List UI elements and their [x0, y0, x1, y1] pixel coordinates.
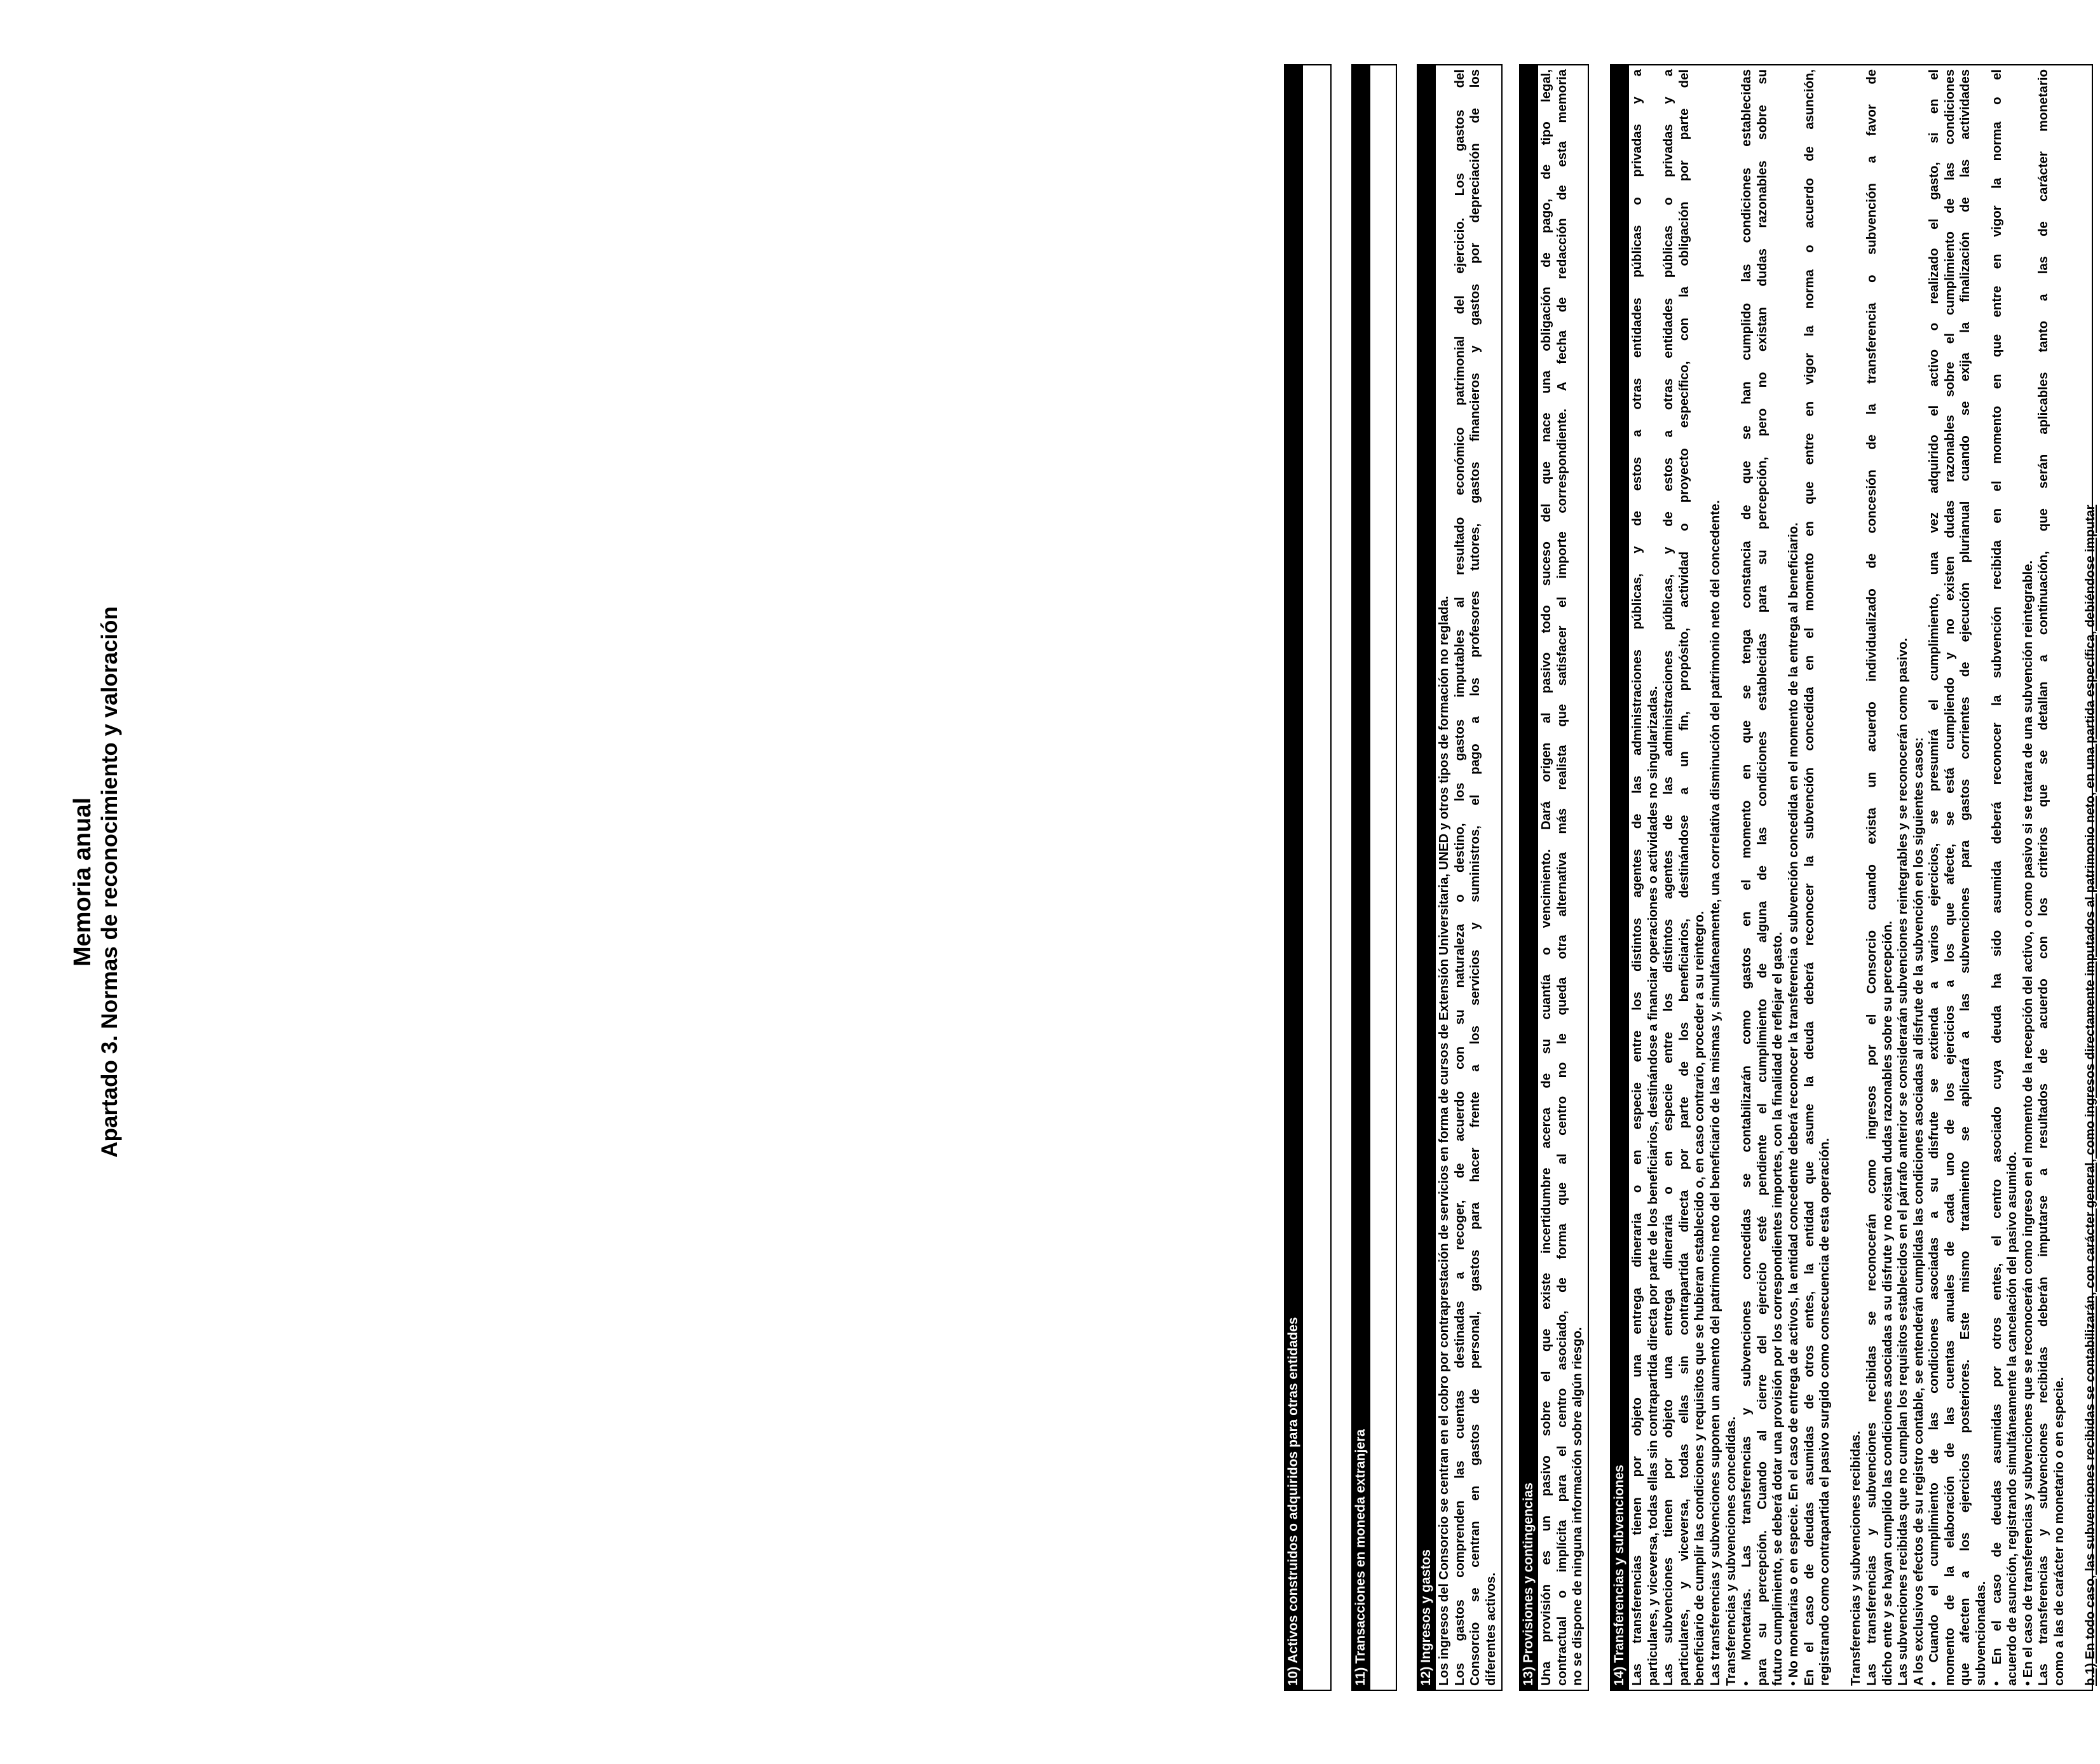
paragraph-line: beneficiario de cumplir las condiciones y requisitos que se hubieran establecido o, en caso contrario, proceder a su reintegro.: [1693, 911, 1707, 1686]
paragraph-line: • No monetarias o en especie. En el caso de entrega de activos, la entidad concedente deberá reconocer la transferencia o subvención concedida en el momento de la entrega al beneficiario.: [1786, 522, 1801, 1686]
title-block: [69, 0, 123, 1764]
paragraph-line: Las transferencias y subvenciones recibidas se reconocerán como ingresos por el Consorcio cuando exista un acuerdo individualizado de concesión de la transferencia o subvención a favor de: [1864, 69, 1879, 1686]
paragraph-line: • Monetarias. Las transferencias y subvenciones concedidas se contabilizarán como gastos en el momento en que se tenga constancia de que se han cumplido las condiciones establecidas: [1740, 69, 1754, 1686]
paragraph-line: Los ingresos del Consorcio se centran en el cobro por contraprestación de servicios en forma de cursos de Extensión Universitaria, UNED y otros tipos de formación no reglada.: [1437, 595, 1451, 1686]
paragraph-line: • Cuando el cumplimiento de las condiciones asociadas a su disfrute se extienda a varios ejercicios, se presumirá el cumplimiento, una vez adquirido el activo o realizado el gasto, si en el: [1927, 69, 1942, 1686]
paragraph-line: dicho ente y se hayan cumplido las condiciones asociadas a su disfrute y no existan dudas razonables sobre su percepción.: [1880, 921, 1895, 1686]
section-body: [1436, 65, 1500, 1690]
paragraph-line: Las transferencias tienen por objeto una entrega dineraria o en especie entre los distintos agentes de las administraciones públicas, y de estos a otras entidades públicas o privadas y a: [1630, 69, 1644, 1686]
document-title: Memoria anual: [69, 797, 96, 967]
paragraph-line: particulares, y viceversa, todas ellas sin contrapartida directa por parte de los beneficiarios, destinándose a un fin, propósito, actividad o proyecto específico, con la obligación por parte del: [1677, 69, 1691, 1686]
paragraph-line: Consorcio se centran en gastos de personal, gastos para hacer frente a los servicios y suministros, el pago a los profesores tutores, gastos financieros y gastos por depreciación de los: [1468, 69, 1483, 1686]
paragraph-line: que afecten a los ejercicios posteriores. Este mismo tratamiento se aplicará a las subvenciones para gastos corrientes de ejecución plurianual cuando se exija la finalización de las actividades: [1958, 69, 1973, 1686]
paragraph-line: diferentes activos.: [1483, 1572, 1498, 1686]
paragraph-line: • En el caso de transferencias y subvenciones que se reconocerán como ingreso en el momento de la recepción del activo, o como pasivo si se tratara de una subvención reintegrable.: [2021, 560, 2035, 1686]
section-heading: 10) Activos construidos o adquiridos para otras entidades: [1285, 65, 1303, 1690]
section-provisiones: [1519, 64, 1589, 1691]
paragraph-line: Transferencias y subvenciones concedidas.: [1724, 1416, 1738, 1686]
paragraph-line: [1833, 69, 1849, 1686]
paragraph-line: como a las de carácter no monetario o en especie.: [2052, 1377, 2067, 1686]
paragraph-line: b.1) En todo caso, las subvenciones recibidas se contabilizarán, con carácter general, como ingresos directamente imputados al patrimonio neto, en una partida específica, debiéndose imputar: [2083, 505, 2098, 1686]
paragraph-line: Las subvenciones tienen por objeto una entrega dineraria o en especie entre los distintos agentes de las administraciones públicas, y de estos a otras entidades públicas o privadas y a: [1661, 69, 1676, 1686]
paragraph-line: • En el caso de deudas asumidas por otros entes, el centro asociado cuya deuda ha sido asumida deberá reconocer la subvención recibida en el momento en que entre en vigor la norma o el: [1989, 69, 2004, 1686]
section-transferencias-subvenciones: [1610, 64, 2098, 1691]
paragraph-line: acuerdo de asunción, registrando simultáneamente la cancelación del pasivo asumido.: [2005, 1151, 2020, 1686]
section-ingresos-gastos: [1417, 64, 1503, 1691]
paragraph-line: registrando como contrapartida el pasivo surgido como consecuencia de esta operación.: [1818, 1137, 1832, 1686]
document-subtitle: Apartado 3. Normas de reconocimiento y valoración: [97, 606, 122, 1158]
paragraph-line: momento de la elaboración de las cuentas anuales de cada uno de los ejercicios a los que afecte, se está cumpliendo y no existen dudas razonables sobre el cumplimiento de las condiciones: [1942, 69, 1957, 1686]
paragraph-line: A los exclusivos efectos de su registro contable, se entenderán cumplidas las condiciones asociadas al disfrute de la subvención en los siguientes casos:: [1911, 737, 1926, 1686]
section-heading: 11) Transacciones en moneda extranjera: [1353, 65, 1370, 1690]
paragraph-line: subvencionadas.: [1974, 1581, 1989, 1686]
section-heading: 13) Provisiones y contingencias: [1520, 65, 1538, 1690]
section-activos-construidos: [1284, 64, 1332, 1691]
paragraph-line: para su percepción. Cuando al cierre del ejercicio esté pendiente el cumplimiento de alguna de las condiciones establecidas para su percepción, pero no existan dudas razonables sobre su: [1755, 69, 1769, 1686]
paragraph-line: Transferencias y subvenciones recibidas.: [1849, 1430, 1864, 1686]
paragraph-line: particulares, y viceversa, todas ellas sin contrapartida directa por parte de los beneficiarios, destinándose a financiar operaciones o actividades no singularizadas.: [1646, 686, 1660, 1686]
section-body: [1629, 65, 2100, 1690]
paragraph-line: no se dispone de ninguna información sobre algún riesgo.: [1571, 1327, 1585, 1686]
paragraph-line: Las subvenciones recibidas que no cumplan los requisitos establecidos en el párrafo anterior se considerarán subvenciones reintegrables y se reconocerán como pasivo.: [1896, 638, 1911, 1686]
paragraph-line: contractual o implícita para el centro asociado, de forma que al centro no le queda otra alternativa más realista que satisfacer el importe correspondiente. A fecha de redacción de esta memoria: [1555, 69, 1569, 1686]
paragraph-line: [2068, 69, 2083, 1686]
section-body: [1538, 65, 1587, 1690]
section-heading: 14) Transferencias y subvenciones: [1611, 65, 1629, 1690]
paragraph-line: Los gastos comprenden las cuentas destinadas a recoger, de acuerdo con su naturaleza o destino, los gastos imputables al resultado económico patrimonial del ejercicio. Los gastos del: [1452, 69, 1467, 1686]
section-heading: 12) Ingresos y gastos: [1418, 65, 1436, 1690]
section-body: [1370, 65, 1372, 1690]
section-moneda-extranjera: [1351, 64, 1397, 1691]
paragraph-line: Una provisión es un pasivo sobre el que existe incertidumbre acerca de su cuantía o vencimiento. Dará origen al pasivo todo suceso del que nace una obligación de pago, de tipo legal,: [1539, 69, 1553, 1686]
paragraph-line: Las transferencias y subvenciones suponen un aumento del patrimonio neto del beneficiario de las mismas y, simultáneamente, una correlativa disminución del patrimonio neto del concedente.: [1708, 500, 1722, 1686]
paragraph-line: En el caso de deudas asumidas de otros entes, la entidad que asume la deuda deberá reconocer la subvención concedida en el momento en que entre en vigor la norma o acuerdo de asunción,: [1802, 69, 1817, 1686]
paragraph-line: Las transferencias y subvenciones recibidas deberán imputarse a resultados de acuerdo con los criterios que se detallan a continuación, que serán aplicables tanto a las de carácter monetario: [2036, 69, 2051, 1686]
section-body: [1303, 65, 1305, 1690]
paragraph-line: futuro cumplimiento, se deberá dotar una provisión por los correspondientes importes, con la finalidad de reflejar el gasto.: [1771, 932, 1785, 1686]
